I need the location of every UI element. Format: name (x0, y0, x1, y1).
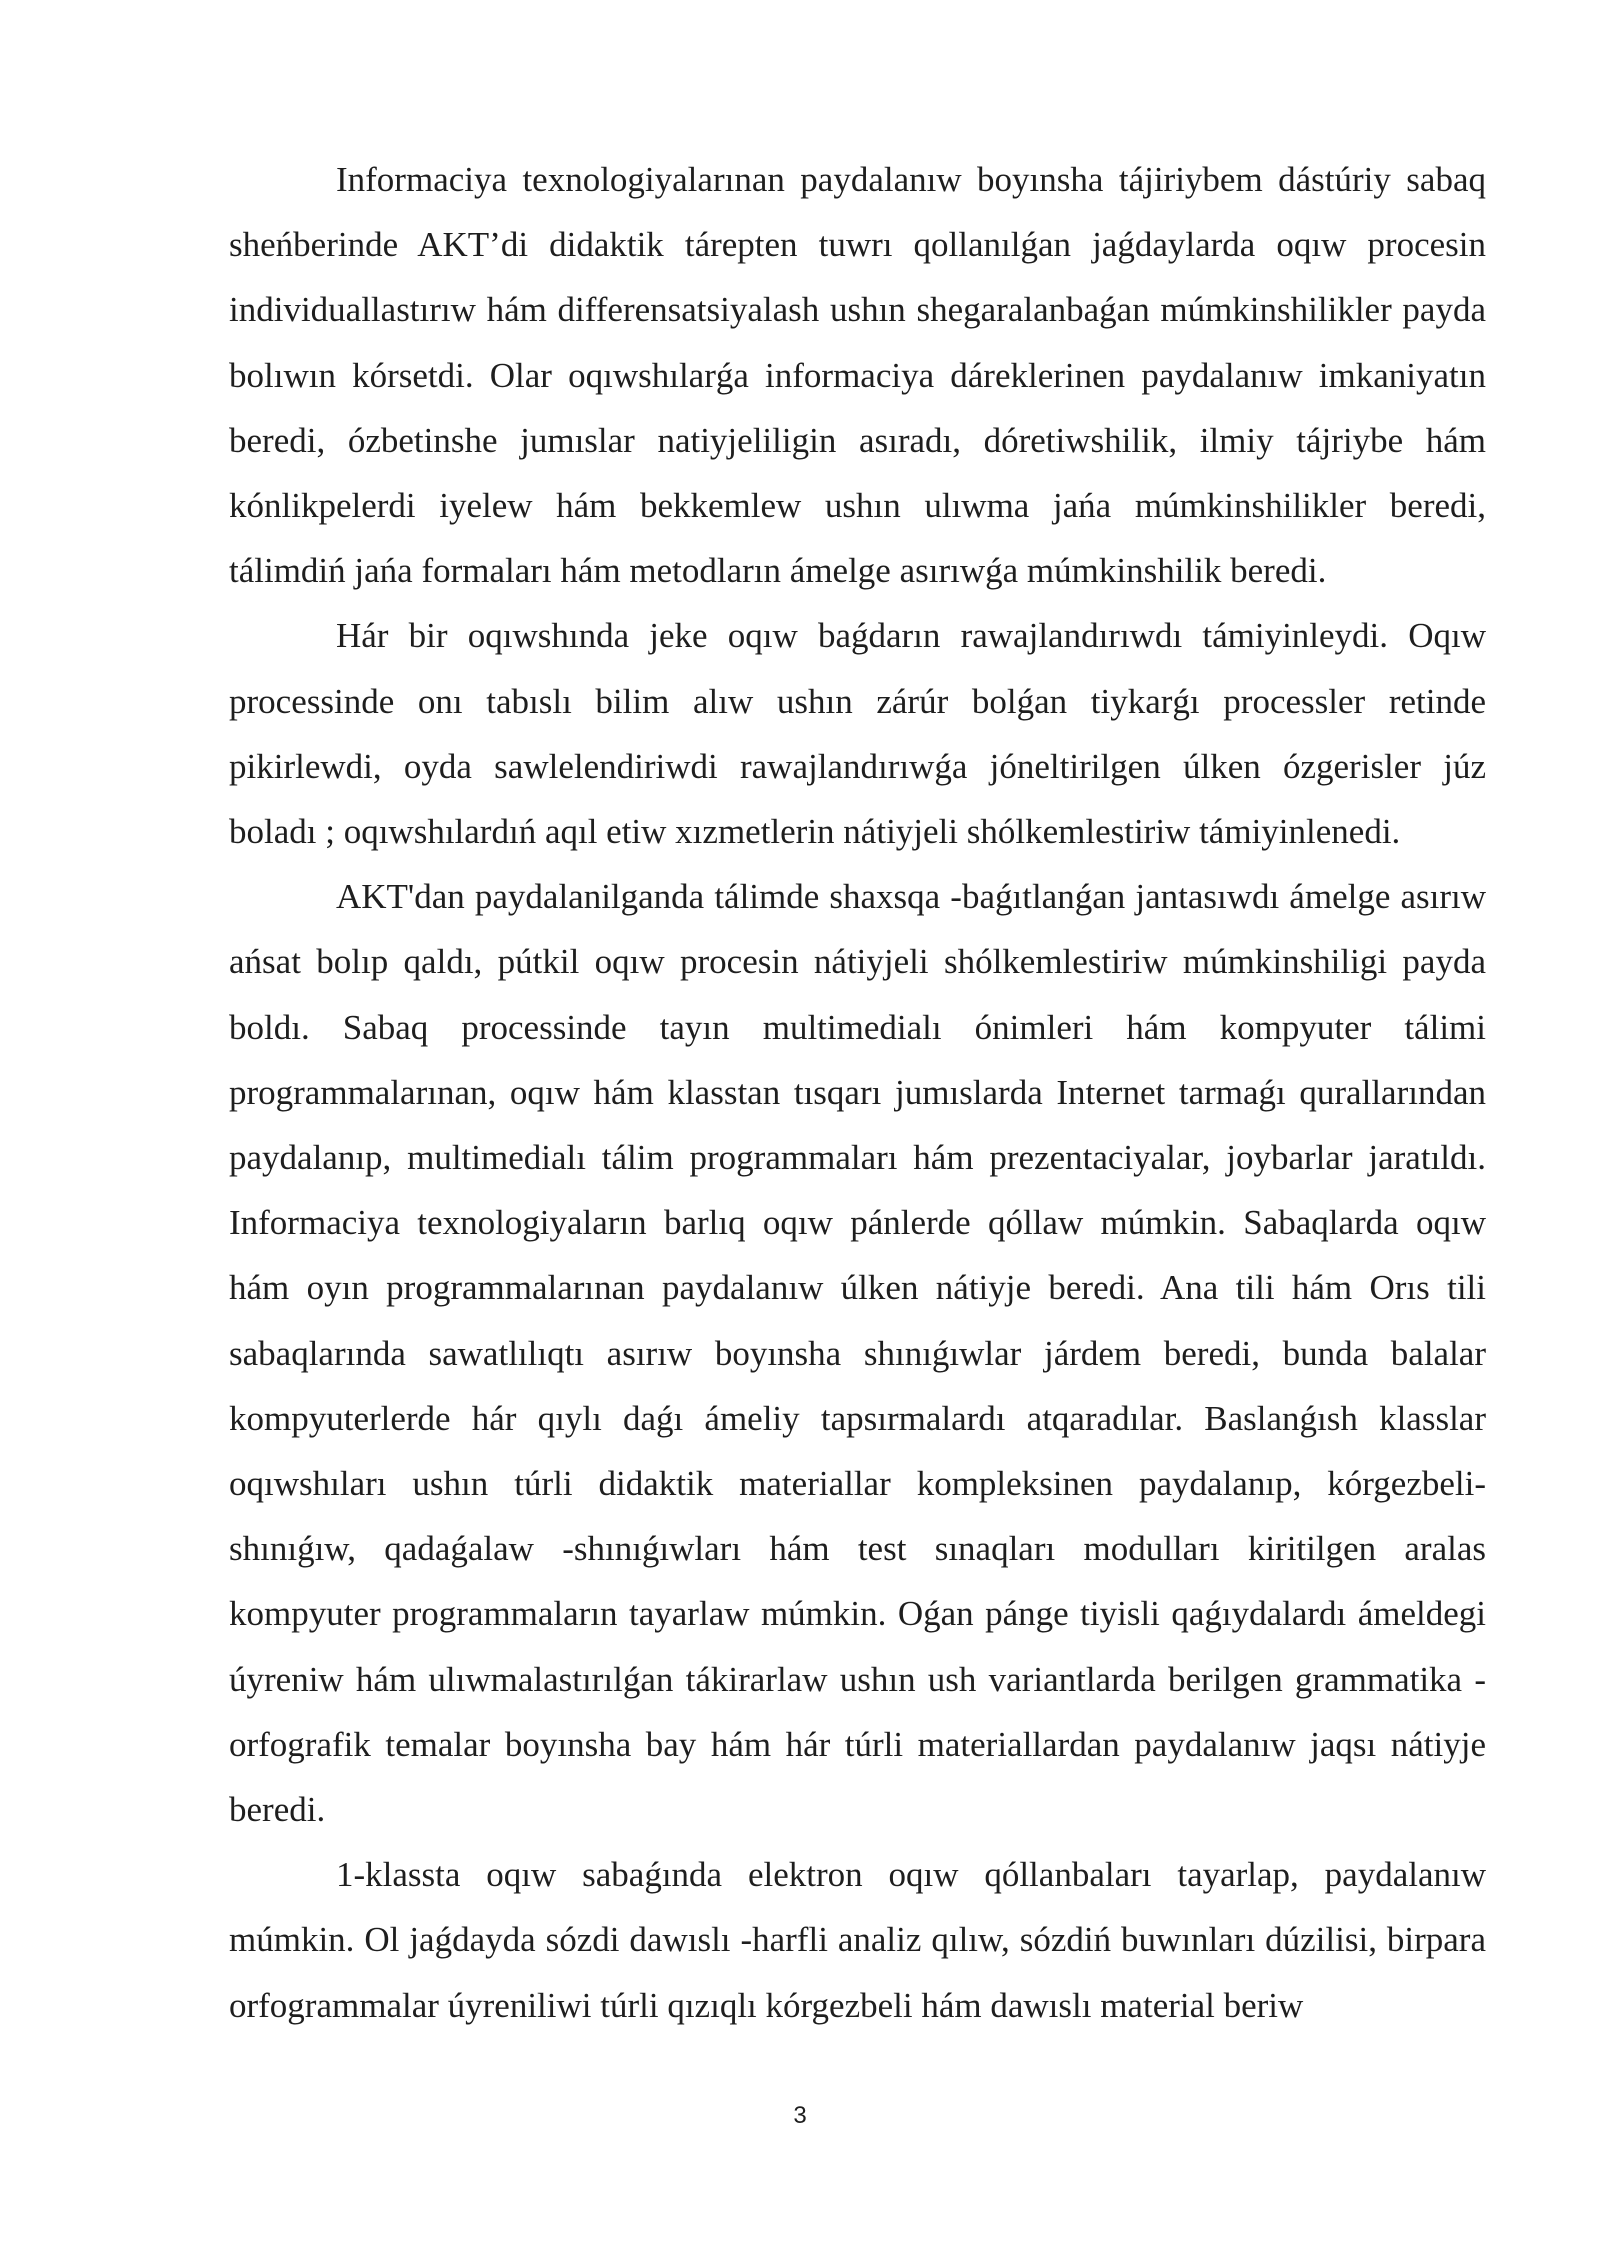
body-text (229, 147, 1486, 2038)
paragraph-3: AKT'dan paydalanilganda tálimde shaxsqa -baǵıtlanǵan jantasıwdı ámelge asırıw ańsat bolıp qaldı, pútkil oqıw procesin nátiyjeli shólkemlestiriw múmkinshiligi payda boldı. Sabaq processinde tayın multimedialı ónimleri hám kompyuter tálimi programmalarınan, oqıw hám klasstan tısqarı jumıslarda Internet tarmaǵı qurallarından paydalanıp, multimedialı tálim programmaları hám prezentaciyalar, joybarlar jaratıldı. Informaciya texnologiyaların barlıq oqıw pánlerde qóllaw múmkin. Sabaqlarda oqıw hám oyın programmalarınan paydalanıw úlken nátiyje beredi. Ana tili hám Orıs tili sabaqlarında sawatlılıqtı asırıw boyınsha shınıǵıwlar járdem beredi, bunda balalar kompyuterlerde hár qıylı daǵı ámeliy tapsırmalardı atqaradılar. Baslanǵısh klasslar oqıwshıları ushın túrli didaktik materiallar kompleksinen paydalanıp, kórgezbeli-shınıǵıw, qadaǵalaw -shınıǵıwları hám test sınaqları modulları kiritilgen aralas kompyuter programmaların tayarlaw múmkin. Oǵan pánge tiyisli qaǵıydalardı ámeldegi úyreniw hám ulıwmalastırılǵan tákirarlaw ushın ush variantlarda berilgen grammatika -orfografik temalar boyınsha bay hám hár túrli materiallardan paydalanıw jaqsı nátiyje beredi. (229, 877, 1486, 1830)
page-number: 3 (793, 2102, 807, 2129)
paragraph-1: Informaciya texnologiyalarınan paydalanıw boyınsha tájiriybem dástúriy sabaq sheńberinde AKT’di didaktik tárepten tuwrı qollanılǵan jaǵdaylarda oqıw procesin individuallastırıw hám differensatsiyalash ushın shegaralanbaǵan múmkinshilikler payda bolıwın kórsetdi. Olar oqıwshılarǵa informaciya dáreklerinen paydalanıw imkaniyatın beredi, ózbetinshe jumıslar natiyjeliligin asıradı, dóretiwshilik, ilmiy tájriybe hám kónlikpelerdi iyelew hám bekkemlew ushın ulıwma jańa múmkinshilikler beredi, tálimdiń jańa formaları hám metodların ámelge asırıwǵa múmkinshilik beredi. (229, 160, 1486, 591)
paragraph-2: Hár bir oqıwshında jeke oqıw baǵdarın rawajlandırıwdı támiyinleydi. Oqıw processinde onı tabıslı bilim alıw ushın zárúr bolǵan tiykarǵı processler retinde pikirlewdi, oyda sawlelendiriwdi rawajlandırıwǵa jóneltirilgen úlken ózgerisler júz boladı ; oqıwshılardıń aqıl etiw xızmetlerin nátiyjeli shólkemlestiriw támiyinlenedi. (229, 616, 1486, 852)
paragraph-4: 1-klassta oqıw sabaǵında elektron oqıw qóllanbaları tayarlap, paydalanıw múmkin. Ol jaǵdayda sózdi dawıslı -harfli analiz qılıw, sózdiń buwınları dúzilisi, birpara orfogrammalar úyreniliwi túrli qızıqlı kórgezbeli hám dawıslı material beriw (229, 1855, 1486, 2025)
